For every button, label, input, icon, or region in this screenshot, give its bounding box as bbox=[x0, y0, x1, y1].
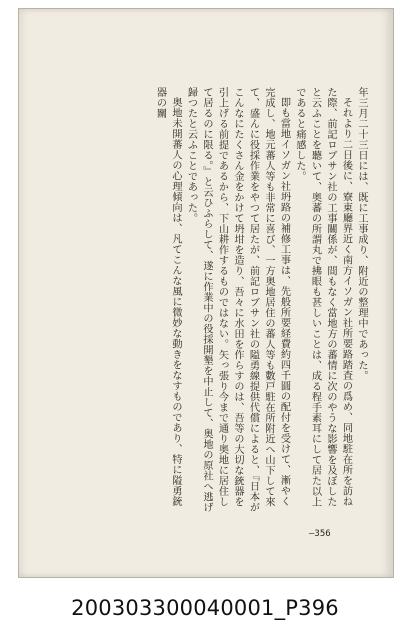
paragraph-2: それより二日後に、寮東廳界近く南方イソガン社所要路踏査の爲め、同地駐在所を訪ねた際、前記ロブサン社の工事關係が、間もなく當地方の蕃情に次のやうな影響を及ぼしたと云ふことを聽いて、奥蕃の所謂丸で拂眼も甚しいことは、成る程手素耳にして居た以上であると痛感した。 bbox=[294, 87, 352, 507]
scan-id-caption: 200303300040001_P396 bbox=[71, 596, 339, 620]
paragraph-1: 年三月二十三日には、既に工事成り、附近の整理中であった。 bbox=[356, 87, 367, 381]
vertical-text-body bbox=[89, 87, 369, 517]
paragraph-3: 即も當地イソガン社坍路の補修工事は、先般所要経費約四千圓の配付を受けて、漸やく完成し、地元蕃人等も非常に喜び、一方奥地居住の蕃人等も數戸駐在所附近へ山下して來て、盛んに役採作業をやつて居たが、前記ロブサン社の隘勇線提供代償によると、『日本がこんなにたくさん金をかけて坍坩を造り、吾々に水田を作らすのは、吾等の大切な銃器を引上げる前提であるから、下山耕作するものではない。矢っ張り今まで通り奥地に居住して居るのに限る。』と云ひふらして、遂に作業中の役採開墾を中止して、奥地の原社へ逃げ歸つたと云ふことであった。 bbox=[185, 87, 290, 513]
document-page bbox=[18, 8, 394, 578]
page-number: —356 bbox=[309, 529, 331, 539]
paragraph-4: 奥地未開蕃人の心理傾向は、凡てこんな風に微妙な動きをなすものであり、特に隘勇銃器の關 bbox=[154, 87, 181, 507]
